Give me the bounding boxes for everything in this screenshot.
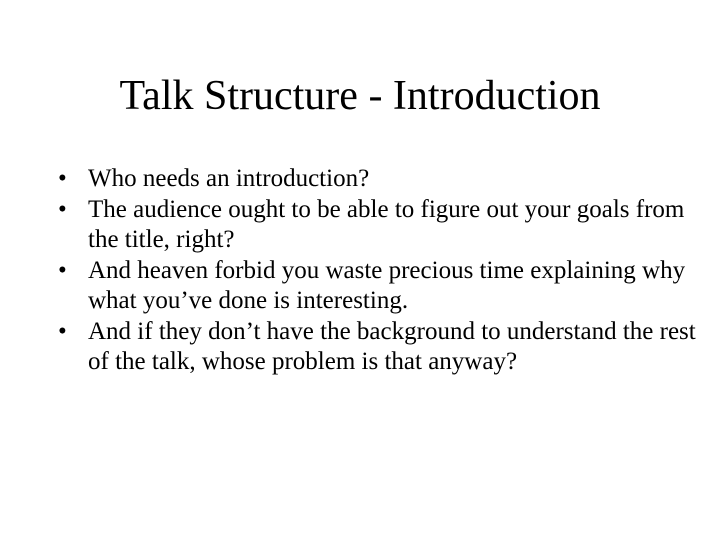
bullet-item [58, 317, 698, 378]
bullet-item [58, 195, 698, 256]
bullet-item [58, 256, 698, 317]
bullet-icon: • [58, 256, 67, 284]
bullet-item [58, 164, 698, 195]
bullet-text: The audience ought to be able to figure out your goals from the title, right? [88, 195, 685, 253]
bullet-icon: • [58, 165, 67, 192]
bullet-icon: • [58, 195, 67, 223]
bullet-icon: • [58, 317, 67, 345]
bullet-text: And if they don’t have the background to understand the rest of the talk, whose problem is that anyway? [88, 317, 696, 375]
bullet-list [58, 164, 698, 378]
bullet-text: Who needs an introduction? [88, 165, 370, 192]
bullet-text: And heaven forbid you waste precious time explaining why what you’ve done is interesting. [88, 256, 686, 314]
slide-title: Talk Structure - Introduction [119, 73, 601, 119]
